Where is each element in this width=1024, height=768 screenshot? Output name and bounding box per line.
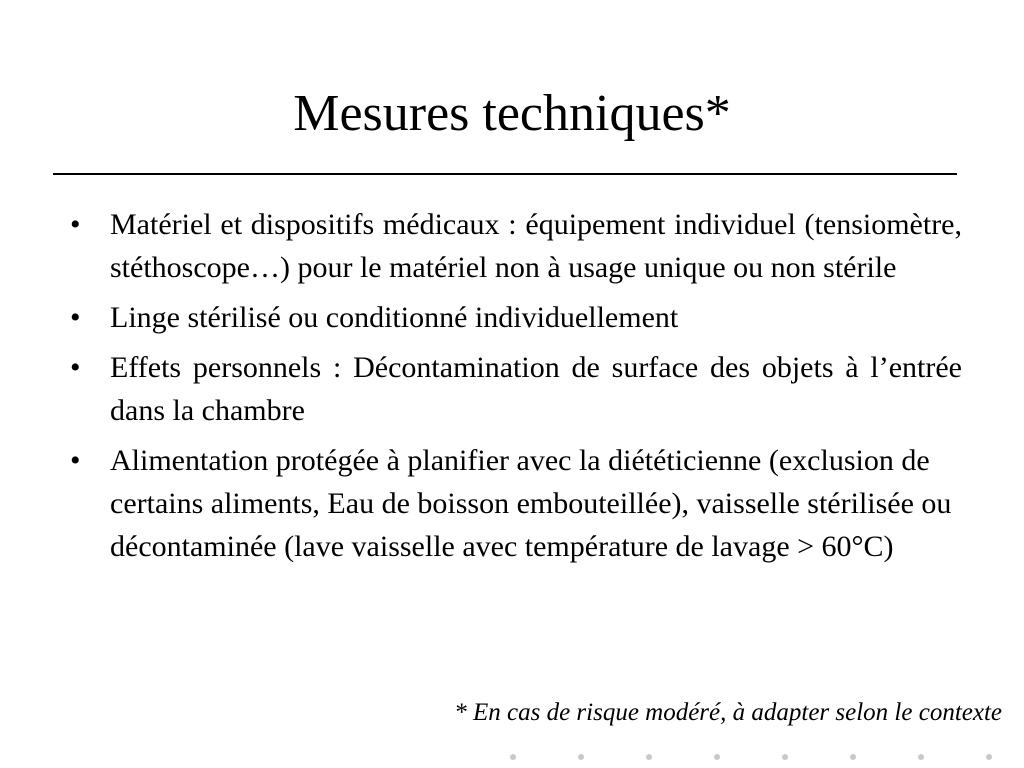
bullet-text: Effets personnels : Décontamination de surface des objets à l’entrée dans la chambre [110,351,962,427]
bullet-text: Alimentation protégée à planifier avec la diététicienne (exclusion de certains aliments, Eau de boisson embouteillée), vaisselle stérilisée ou décontaminée (lave vaisselle avec température de lavage > 60°C) [110,444,952,563]
dot-icon [918,754,924,760]
bullet-text: Linge stérilisé ou conditionné individuellement [110,301,679,334]
bullet-icon: • [70,444,81,477]
bullet-list [70,203,962,575]
decorative-dots [500,754,1010,764]
dot-icon [510,754,516,760]
dot-icon [986,754,992,760]
bullet-item [70,346,962,432]
bullet-icon: • [70,301,81,334]
dot-icon [714,754,720,760]
bullet-item [70,439,962,568]
bullet-text: Matériel et dispositifs médicaux : équipement individuel (tensiomètre, stéthoscope…) pour le matériel non à usage unique ou non stérile [110,208,962,284]
dot-icon [578,754,584,760]
dot-icon [850,754,856,760]
dot-icon [782,754,788,760]
bullet-item [70,296,962,339]
bullet-item [70,203,962,289]
footnote: * En cas de risque modéré, à adapter selon le contexte [454,699,1002,726]
dot-icon [646,754,652,760]
slide-title: Mesures techniques* [293,85,731,142]
title-underline [53,173,957,175]
bullet-icon: • [70,351,81,384]
bullet-icon: • [70,208,81,241]
